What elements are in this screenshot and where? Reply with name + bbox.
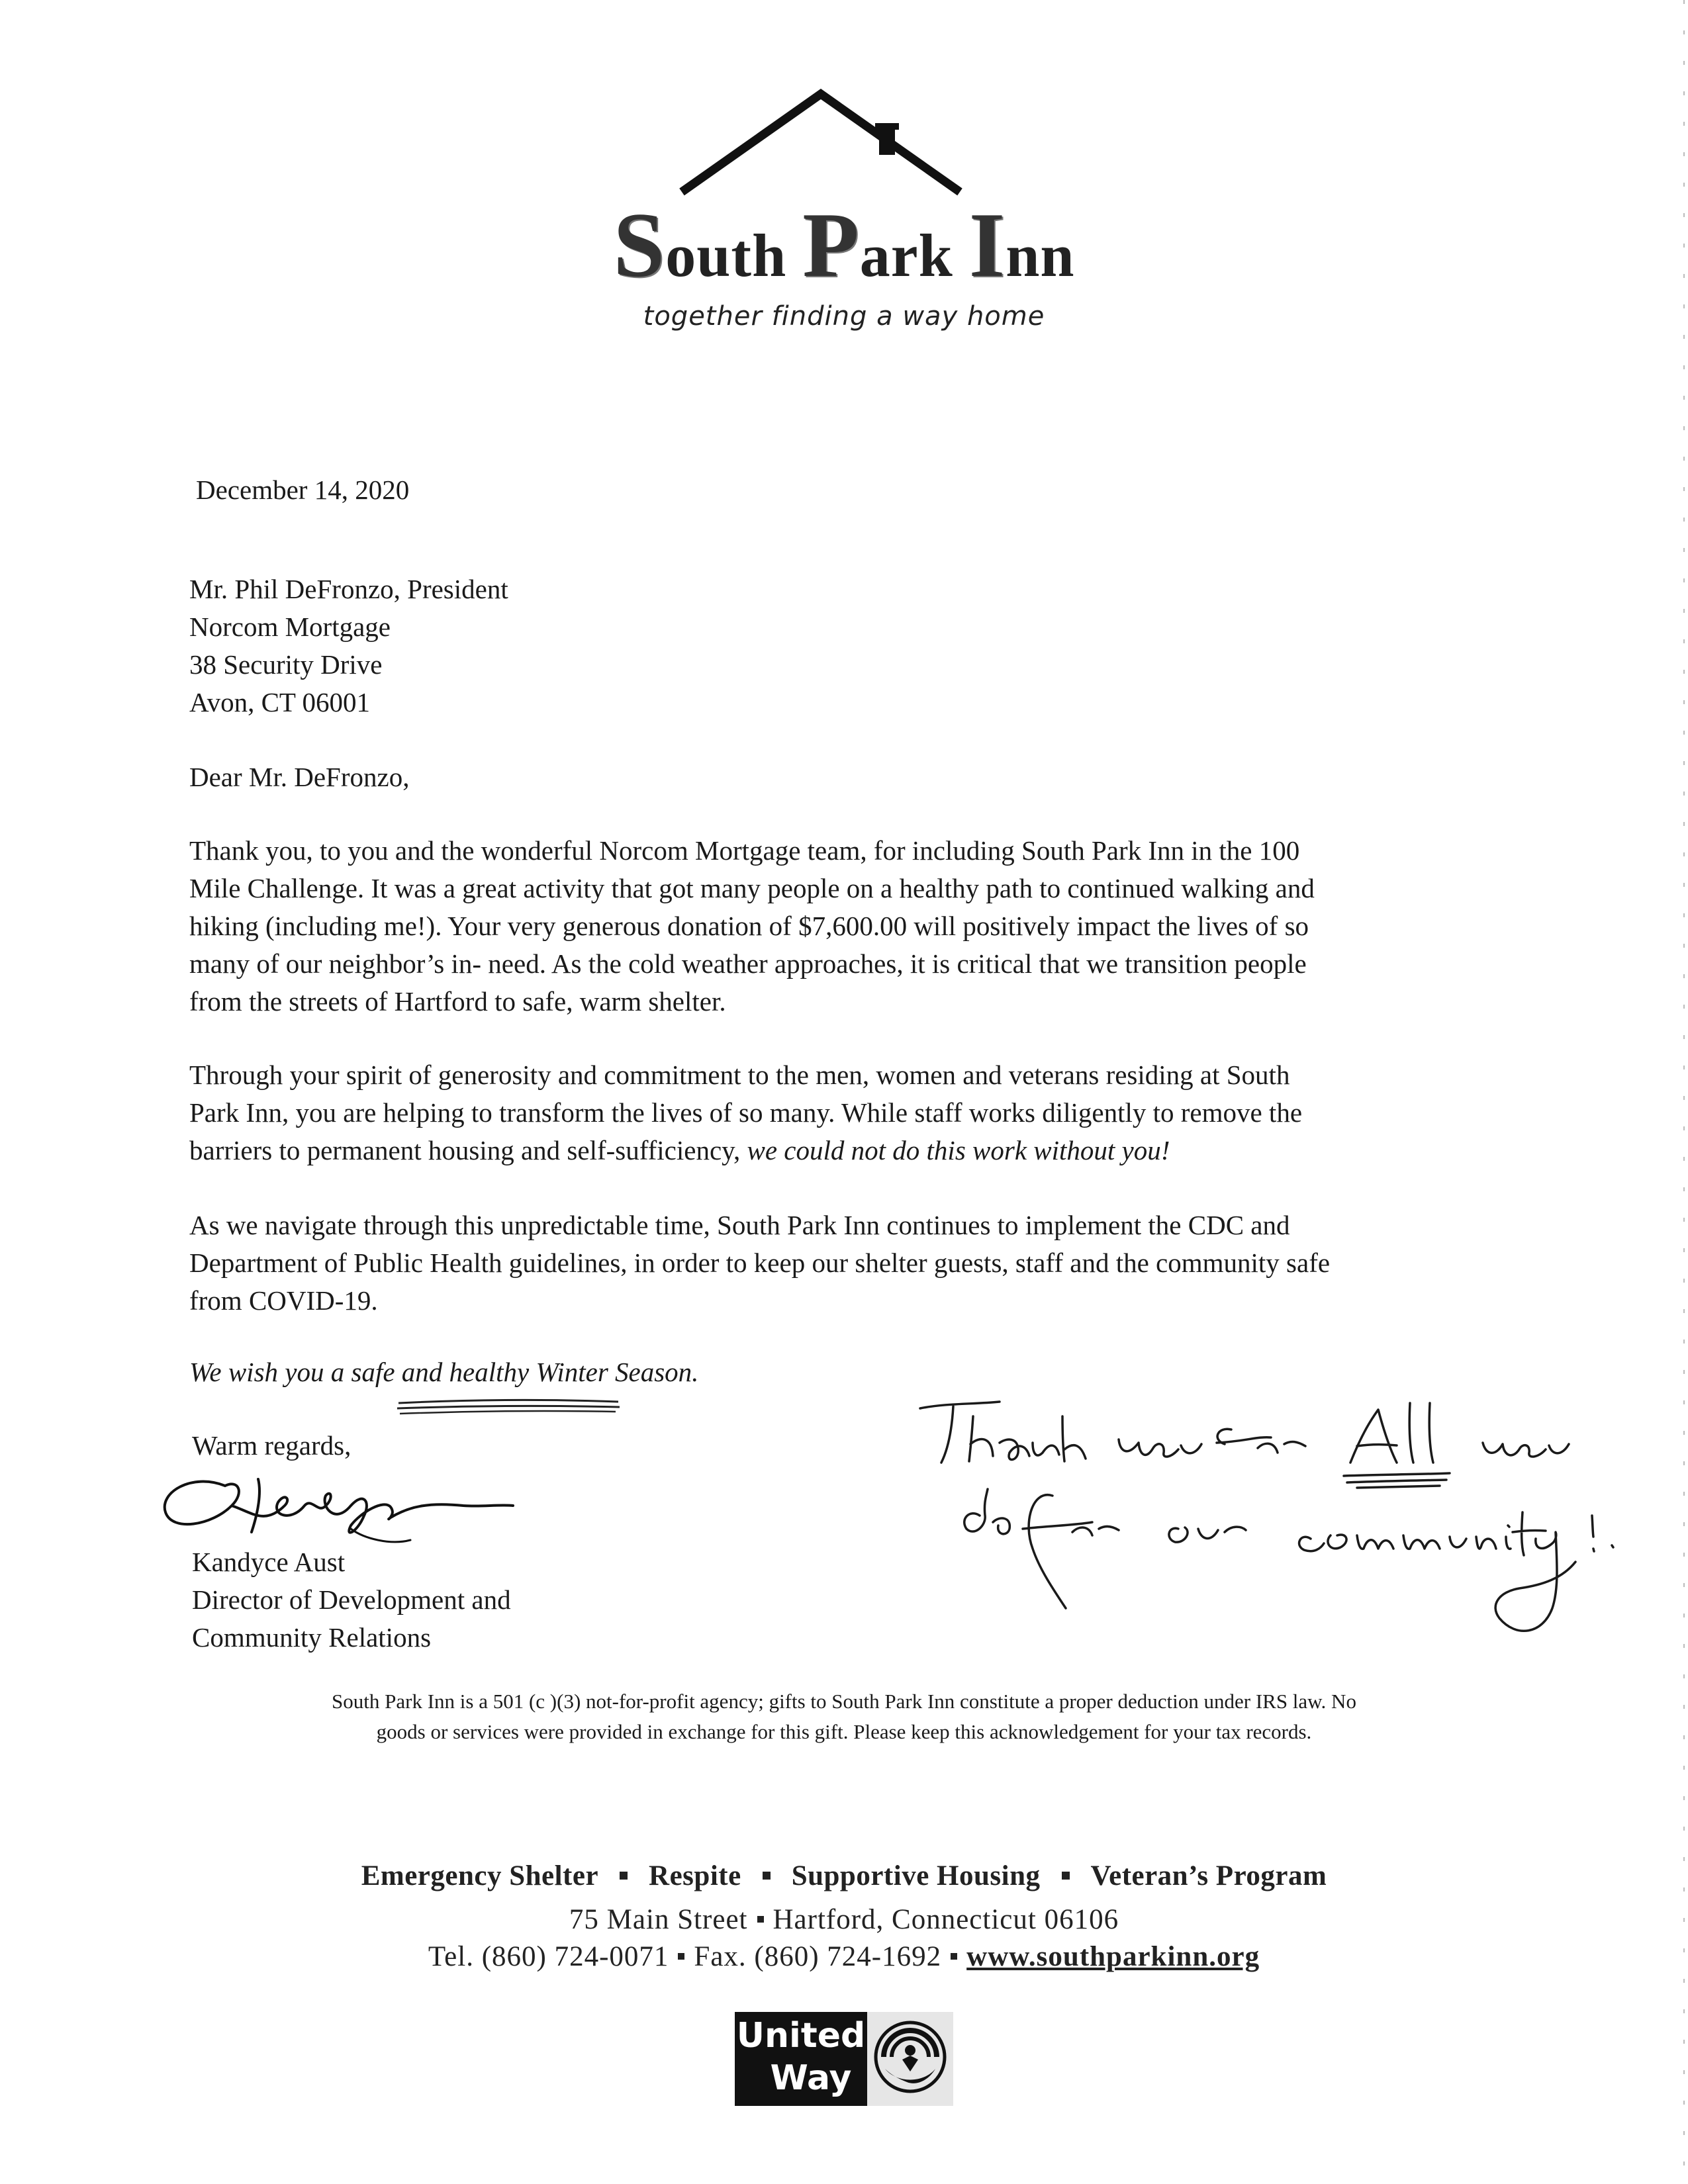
bullet-separator: [620, 1872, 628, 1880]
recipient-street: 38 Security Drive: [189, 649, 383, 680]
organization-logo-name: South Park Inn: [613, 194, 1075, 296]
badge-line-2: Way: [770, 2058, 852, 2098]
paragraph-line-plain: barriers to permanent housing and self-sufficiency,: [189, 1135, 747, 1165]
disclaimer-line: South Park Inn is a 501 (c )(3) not-for-profit agency; gifts to South Park Inn constitute a proper deduction under IRS law. No: [332, 1690, 1356, 1713]
bullet-separator: [1062, 1872, 1070, 1880]
bullet-separator: [763, 1872, 771, 1880]
paragraph-line: Through your spirit of generosity and commitment to the men, women and veterans residing at South: [189, 1060, 1290, 1090]
program-list: [0, 1860, 1688, 1892]
closing-wish: We wish you a safe and healthy Winter Season.: [189, 1357, 699, 1387]
body-paragraph-1: [189, 832, 1507, 1021]
program-supportive-housing: Supportive Housing: [791, 1860, 1041, 1891]
address-city: Hartford, Connecticut 06106: [773, 1904, 1119, 1935]
paragraph-line: [189, 1132, 1507, 1169]
paragraph-line: Thank you, to you and the wonderful Norcom Mortgage team, for including South Park Inn in the 100: [189, 835, 1300, 866]
signer-name: Kandyce Aust: [192, 1547, 346, 1577]
recipient-name: Mr. Phil DeFronzo, President: [189, 574, 508, 604]
signer-title: Director of Development and: [192, 1584, 511, 1615]
paragraph-line: hiking (including me!). Your very generous donation of $7,600.00 will positively impact the lives of so: [189, 911, 1309, 941]
program-veterans: Veteran’s Program: [1090, 1860, 1327, 1891]
paragraph-line: Park Inn, you are helping to transform the lives of so many. While staff works diligently to remove the: [189, 1097, 1303, 1128]
program-emergency-shelter: Emergency Shelter: [361, 1860, 599, 1891]
united-way-wordmark: [735, 2012, 867, 2106]
salutation: Dear Mr. DeFronzo,: [189, 762, 410, 792]
house-roof-icon: [669, 86, 973, 199]
signer-block: [192, 1543, 511, 1657]
footer-contact: [0, 1940, 1688, 1973]
handwritten-note: [900, 1390, 1635, 1655]
body-paragraph-3: [189, 1206, 1507, 1320]
program-respite: Respite: [649, 1860, 741, 1891]
recipient-address-block: [189, 570, 508, 721]
letter-date: December 14, 2020: [196, 475, 410, 505]
footer-address: [0, 1903, 1688, 1936]
disclaimer-line: goods or services were provided in exchange for this gift. Please keep this acknowledgement for your tax records.: [376, 1720, 1312, 1743]
paragraph-line: As we navigate through this unpredictable time, South Park Inn continues to implement the CDC and: [189, 1210, 1290, 1240]
closing-phrase: Warm regards,: [192, 1430, 352, 1461]
phone-number: Tel. (860) 724-0071: [428, 1941, 669, 1972]
bullet-separator: [951, 1953, 957, 1960]
signer-department: Community Relations: [192, 1622, 432, 1653]
scan-edge-artifact: [1675, 0, 1688, 2184]
body-paragraph-2: [189, 1056, 1507, 1169]
fax-number: Fax. (860) 724-1692: [694, 1941, 942, 1972]
address-street: 75 Main Street: [569, 1904, 748, 1935]
paragraph-line-emphasis: we could not do this work without you!: [747, 1135, 1170, 1165]
paragraph-line: from the streets of Hartford to safe, warm shelter.: [189, 986, 726, 1017]
bullet-separator: [678, 1953, 684, 1960]
recipient-city: Avon, CT 06001: [189, 687, 370, 717]
tax-disclaimer: [0, 1686, 1688, 1747]
organization-tagline: together finding a way home: [643, 301, 1045, 332]
paragraph-line: Department of Public Health guidelines, in order to keep our shelter guests, staff and the community safe: [189, 1248, 1331, 1278]
bullet-separator: [757, 1916, 764, 1923]
helping-hand-emblem-icon: [870, 2017, 950, 2101]
recipient-company: Norcom Mortgage: [189, 612, 391, 642]
paragraph-line: many of our neighbor’s in- need. As the cold weather approaches, it is critical that we transition people: [189, 948, 1307, 979]
handwritten-underline-mark: [396, 1396, 621, 1416]
united-way-logo: [735, 2012, 953, 2106]
website-link[interactable]: www.southparkinn.org: [966, 1941, 1260, 1972]
paragraph-line: Mile Challenge. It was a great activity that got many people on a healthy path to continued walking and: [189, 873, 1315, 903]
badge-line-1: United: [736, 2016, 866, 2056]
paragraph-line: from COVID-19.: [189, 1285, 378, 1316]
